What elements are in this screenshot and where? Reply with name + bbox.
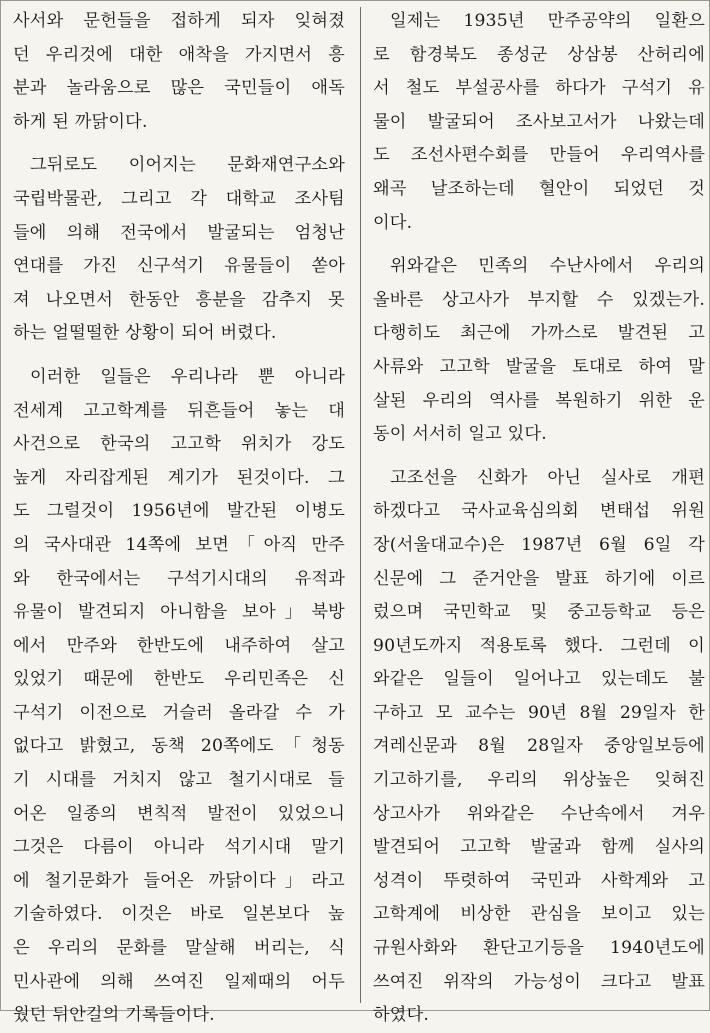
text-line: 도 그럴것이 1956년에 발간된 이병도 (13, 501, 345, 522)
text-line: 기고하기를, 우리의 위상높은 잊혀진 (373, 770, 705, 791)
text-line: 구석기 이전으로 거슬러 올라갈 수 가 (13, 702, 345, 723)
text-line: 들에 의해 전국에서 발굴되는 엄청난 (13, 222, 345, 243)
text-line: 물이 발굴되어 조사보고서가 나왔는데 (373, 111, 705, 132)
text-line: 던 우리것에 대한 애착을 가지면서 흥 (13, 44, 345, 65)
paragraph (13, 361, 345, 1033)
text-line: 동이 서서히 일고 있다. (373, 424, 547, 445)
text-line: 유물이 발견되지 아니함을 보아」북방 (13, 602, 345, 623)
text-line: 로 함경북도 종성군 상삼봉 산허리에 (373, 44, 705, 65)
right-column (373, 5, 705, 1026)
text-line: 성격이 뚜렷하여 국민과 사학계와 고 (373, 870, 705, 891)
paragraph-gap (373, 452, 705, 462)
text-line: 에 철기문화가 들어온 까닭이다」라고 (13, 870, 345, 891)
text-line: 일제는 1935년 만주공약의 일환으 (390, 11, 705, 31)
text-line: 겨레신문과 8월 28일자 중앙일보등에 (373, 736, 705, 757)
text-line: 사류와 고고학 발굴을 토대로 하여 말 (373, 356, 705, 377)
text-line: 신문에 그 준거안을 발표 하기에 이르 (373, 568, 705, 589)
text-line: 어온 일종의 변칙적 발전이 있었으니 (13, 803, 345, 824)
text-line: 90년도까지 적용토록 했다. 그런데 이 (373, 635, 705, 656)
text-line: 살된 우리의 역사를 복원하기 위한 운 (373, 390, 705, 411)
text-line: 은 우리의 문화를 말살해 버리는, 식 (13, 938, 345, 959)
text-line: 발견되어 고고학 발굴과 함께 실사의 (373, 837, 705, 858)
paragraph-gap (13, 351, 345, 361)
paragraph (13, 5, 345, 139)
paragraph (13, 149, 345, 351)
text-line: 다행히도 최근에 가까스로 발견된 고 (373, 323, 705, 344)
text-line: 서 철도 부설공사를 하다가 구석기 유 (373, 78, 705, 99)
text-line: 국립박물관, 그리고 각 대학교 조사팀 (13, 188, 345, 209)
text-line: 사건으로 한국의 고고학 위치가 강도 (13, 434, 345, 455)
text-line: 기술하였다. 이것은 바로 일본보다 높 (13, 904, 345, 925)
text-line: 기 시대를 거치지 않고 철기시대로 들 (13, 770, 345, 791)
text-line: 하게 된 까닭이다. (13, 111, 148, 132)
text-line: 웠던 뒤안길의 기록들이다. (13, 1005, 215, 1026)
text-line: 그뒤로도 이어지는 문화재연구소와 (30, 155, 345, 176)
text-line: 와 한국에서는 구석기시대의 유적과 (13, 568, 345, 589)
text-line: 쓰여진 위작의 가능성이 크다고 발표 (373, 971, 705, 992)
text-line: 하겠다고 국사교육심의회 변태섭 위원 (373, 501, 705, 522)
text-line: 구하고 모 교수는 90년 8월 29일자 한 (373, 702, 705, 723)
paragraph-gap (13, 139, 345, 149)
text-line: 에서 만주와 한반도에 내주하여 살고 (13, 635, 345, 656)
text-line: 민사관에 의해 쓰여진 일제때의 어두 (13, 971, 345, 992)
paragraph-gap (373, 240, 705, 250)
text-line: 상고사가 위와같은 수난속에서 겨우 (373, 803, 705, 824)
text-line: 이러한 일들은 우리나라 뿐 아니라 (30, 366, 345, 387)
paragraph (373, 5, 705, 240)
text-line: 올바른 상고사가 부지할 수 있겠는가. (373, 289, 705, 310)
text-line: 하는 얼떨떨한 상황이 되어 버렸다. (13, 323, 277, 344)
text-line: 도 조선사편수회를 만들어 우리역사를 (373, 145, 705, 166)
text-line: 왜곡 날조하는데 혈안이 되었던 것 (373, 178, 705, 199)
text-line: 있었기 때문에 한반도 우리민족은 신 (13, 669, 345, 690)
text-line: 전세계 고고학계를 뒤흔들어 놓는 대 (13, 400, 345, 421)
paragraph (373, 462, 705, 1033)
text-line: 그것은 다름이 아니라 석기시대 말기 (13, 837, 345, 858)
text-line: 없다고 밝혔고, 동책 20쪽에도「청동 (13, 736, 345, 757)
text-line: 져 나오면서 한동안 흥분을 감추지 못 (13, 289, 345, 310)
text-line: 하였다. (373, 1005, 430, 1026)
column-divider (360, 7, 361, 1003)
left-column (13, 5, 345, 1026)
text-line: 분과 놀라움으로 많은 국민들이 애독 (13, 78, 345, 99)
text-line: 장(서울대교수)은 1987년 6월 6일 각 (373, 534, 705, 555)
text-line: 렀으며 국민학교 및 중고등학교 등은 (373, 602, 705, 623)
text-line: 연대를 가진 신구석기 유물들이 쏟아 (13, 256, 345, 277)
text-line: 이다. (373, 212, 413, 233)
text-line: 규원사화와 환단고기등을 1940년도에 (373, 938, 705, 959)
text-line: 고학계에 비상한 관심을 보이고 있는 (373, 904, 705, 925)
text-line: 고조선을 신화가 아닌 실사로 개편 (390, 467, 705, 488)
text-line: 와같은 일들이 일어나고 있는데도 불 (373, 669, 705, 690)
paragraph (373, 250, 705, 452)
text-line: 의 국사대관 14쪽에 보면「아직 만주 (13, 534, 345, 555)
text-line: 높게 자리잡게된 계기가 된것이다. 그 (13, 467, 345, 488)
text-line: 위와같은 민족의 수난사에서 우리의 (390, 256, 705, 277)
text-line: 사서와 문헌들을 접하게 되자 잊혀졌 (13, 11, 345, 31)
